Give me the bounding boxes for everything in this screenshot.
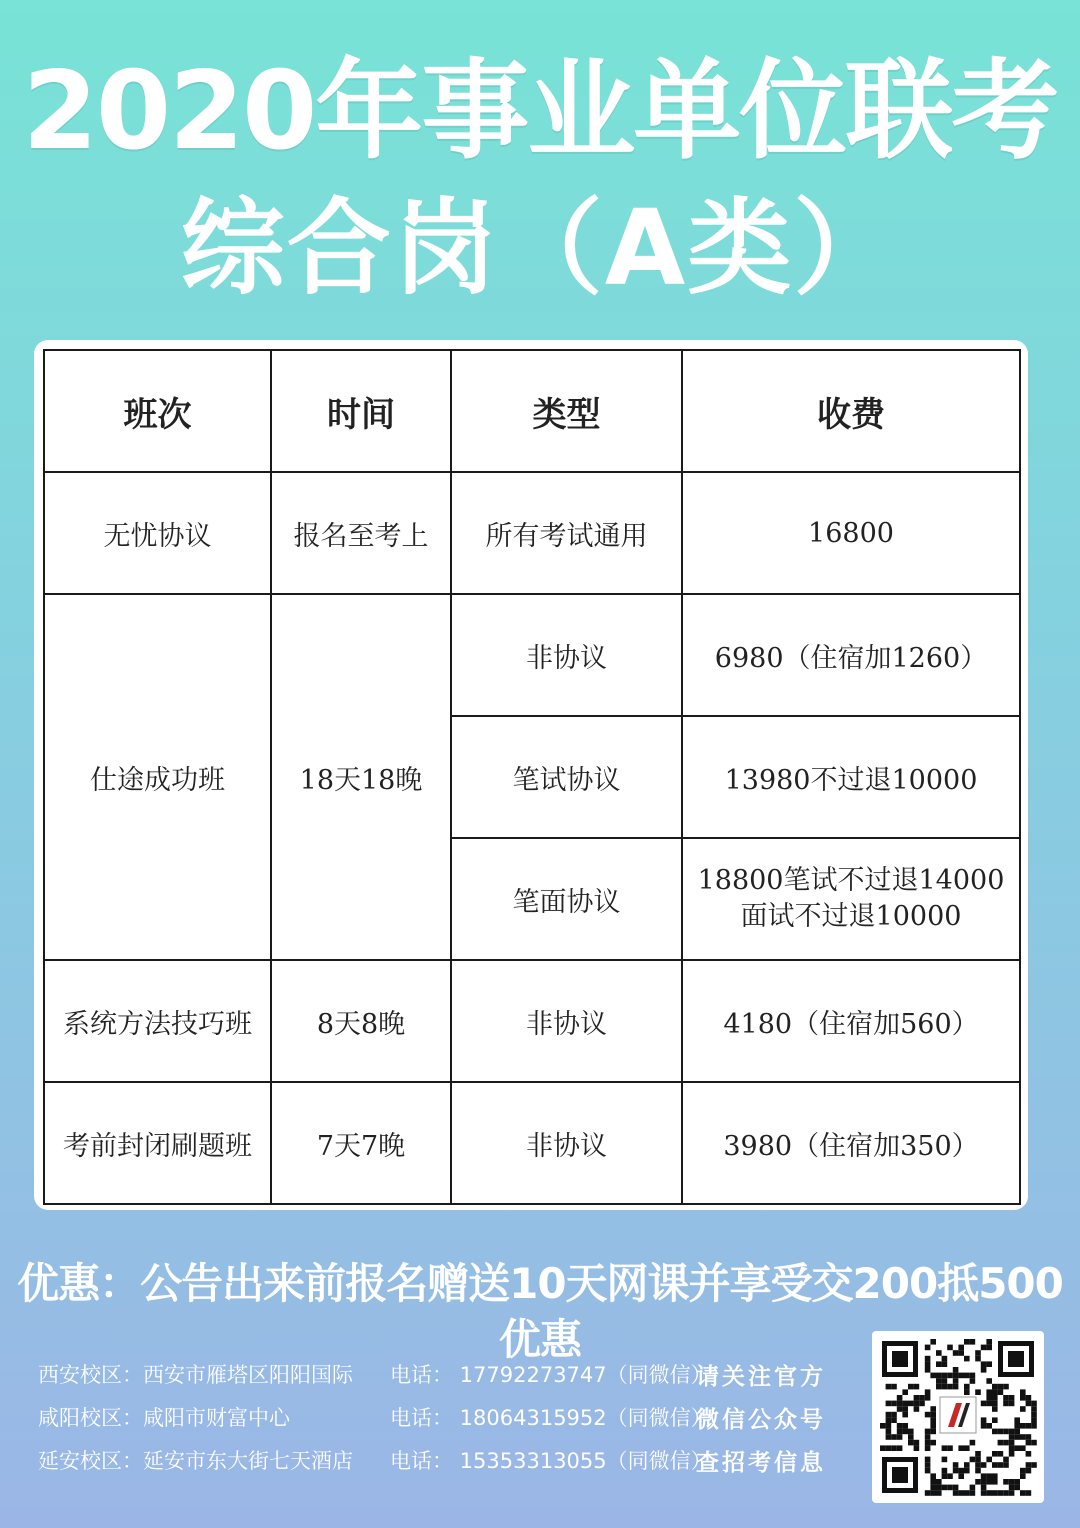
qr-module xyxy=(897,1401,903,1407)
qr-module xyxy=(975,1356,981,1362)
cell-time: 8天8晚 xyxy=(271,960,451,1082)
fee-line: 18800笔试不过退14000 xyxy=(697,865,1005,896)
cell-fee: 4180（住宿加560） xyxy=(682,960,1020,1082)
qr-module xyxy=(908,1401,914,1407)
qr-module xyxy=(1026,1451,1032,1457)
qr-module xyxy=(925,1345,931,1351)
qr-module xyxy=(986,1339,992,1345)
qr-module xyxy=(981,1485,987,1491)
qr-module xyxy=(914,1406,920,1412)
qr-module xyxy=(1026,1401,1032,1407)
cell-fee: 16800 xyxy=(682,472,1020,594)
fee-line: 面试不过退10000 xyxy=(740,901,962,932)
follow-line: 请关注官方 xyxy=(696,1364,826,1390)
qr-module xyxy=(975,1462,981,1468)
cell-class: 系统方法技巧班 xyxy=(44,960,271,1082)
qr-module xyxy=(930,1412,936,1418)
qr-module xyxy=(936,1361,942,1367)
qr-module xyxy=(936,1350,942,1356)
qr-module xyxy=(947,1485,953,1491)
qr-module xyxy=(942,1457,948,1463)
qr-module xyxy=(925,1445,931,1451)
qr-module xyxy=(947,1373,953,1379)
qr-module xyxy=(1031,1412,1037,1418)
qr-module xyxy=(925,1440,931,1446)
qr-module xyxy=(958,1490,964,1496)
qr-module xyxy=(1020,1473,1026,1479)
qr-module xyxy=(1003,1384,1009,1390)
qr-module xyxy=(964,1384,970,1390)
qr-module xyxy=(942,1485,948,1491)
qr-module xyxy=(902,1429,908,1435)
qr-module xyxy=(970,1339,976,1345)
qr-module xyxy=(981,1473,987,1479)
table-header-row xyxy=(44,350,1020,472)
qr-module xyxy=(925,1434,931,1440)
follow-line: 微信公众号 xyxy=(696,1407,826,1433)
cell-fee: 6980（住宿加1260） xyxy=(682,594,1020,716)
qr-module xyxy=(953,1350,959,1356)
qr-module xyxy=(936,1373,942,1379)
qr-module xyxy=(986,1345,992,1351)
qr-module xyxy=(897,1406,903,1412)
campus-xian: 西安校区：西安市雁塔区阳阳国际 xyxy=(38,1363,353,1387)
qr-module xyxy=(925,1356,931,1362)
qr-module xyxy=(897,1423,903,1429)
qr-module xyxy=(1003,1457,1009,1463)
qr-module xyxy=(886,1417,892,1423)
qr-module xyxy=(953,1462,959,1468)
qr-module xyxy=(986,1361,992,1367)
qr-module xyxy=(998,1440,1004,1446)
qr-module xyxy=(975,1468,981,1474)
qr-module xyxy=(1031,1440,1037,1446)
qr-module xyxy=(886,1445,892,1451)
qr-module xyxy=(1014,1417,1020,1423)
qr-module xyxy=(964,1389,970,1395)
qr-module xyxy=(992,1490,998,1496)
qr-module xyxy=(992,1384,998,1390)
qr-module xyxy=(891,1412,897,1418)
qr-module xyxy=(902,1389,908,1395)
qr-module xyxy=(1009,1485,1015,1491)
qr-module xyxy=(975,1350,981,1356)
qr-module xyxy=(891,1417,897,1423)
qr-module xyxy=(942,1356,948,1362)
qr-module xyxy=(897,1434,903,1440)
qr-module xyxy=(1009,1479,1015,1485)
qr-module xyxy=(964,1462,970,1468)
qr-module xyxy=(1026,1440,1032,1446)
qr-module xyxy=(964,1445,970,1451)
qr-module xyxy=(986,1401,992,1407)
qr-module xyxy=(981,1490,987,1496)
qr-module xyxy=(958,1445,964,1451)
main-title: 2020年事业单位联考 xyxy=(22,49,1058,174)
qr-module xyxy=(947,1345,953,1351)
qr-module xyxy=(908,1384,914,1390)
header-fee: 收费 xyxy=(682,350,1020,472)
qr-module xyxy=(1026,1395,1032,1401)
qr-module xyxy=(998,1429,1004,1435)
qr-module xyxy=(897,1445,903,1451)
qr-module xyxy=(919,1401,925,1407)
qr-module xyxy=(1009,1490,1015,1496)
qr-module xyxy=(942,1361,948,1367)
qr-module xyxy=(1031,1417,1037,1423)
qr-module xyxy=(930,1473,936,1479)
qr-module xyxy=(958,1345,964,1351)
phone-yanan: 电话： 15353313055（同微信） xyxy=(390,1449,712,1473)
qr-module xyxy=(970,1485,976,1491)
cell-fee: 13980不过退10000 xyxy=(682,716,1020,838)
qr-module xyxy=(1003,1462,1009,1468)
qr-module xyxy=(936,1384,942,1390)
qr-module xyxy=(992,1417,998,1423)
qr-module xyxy=(964,1490,970,1496)
qr-module xyxy=(970,1373,976,1379)
qr-module xyxy=(998,1384,1004,1390)
qr-module xyxy=(930,1339,936,1345)
qr-code[interactable] xyxy=(872,1331,1044,1503)
qr-module xyxy=(930,1417,936,1423)
qr-module xyxy=(925,1367,931,1373)
qr-module xyxy=(886,1429,892,1435)
qr-module xyxy=(953,1373,959,1379)
qr-module xyxy=(981,1479,987,1485)
qr-module xyxy=(1003,1395,1009,1401)
qr-module xyxy=(986,1389,992,1395)
cell-type: 笔面协议 xyxy=(451,838,682,960)
qr-module xyxy=(964,1356,970,1362)
qr-module xyxy=(958,1473,964,1479)
qr-module xyxy=(975,1389,981,1395)
qr-module xyxy=(1020,1423,1026,1429)
qr-module xyxy=(886,1412,892,1418)
qr-module xyxy=(992,1401,998,1407)
qr-module xyxy=(902,1406,908,1412)
qr-module xyxy=(942,1378,948,1384)
qr-module xyxy=(914,1401,920,1407)
qr-module xyxy=(992,1389,998,1395)
qr-module xyxy=(1026,1462,1032,1468)
qr-module xyxy=(942,1468,948,1474)
qr-module xyxy=(936,1485,942,1491)
qr-module xyxy=(925,1361,931,1367)
qr-module xyxy=(1020,1395,1026,1401)
cell-time: 报名至考上 xyxy=(271,472,451,594)
qr-module xyxy=(964,1373,970,1379)
qr-module xyxy=(953,1378,959,1384)
cell-type: 非协议 xyxy=(451,594,682,716)
follow-line: 查招考信息 xyxy=(696,1450,826,1476)
qr-code-icon xyxy=(872,1331,1044,1503)
qr-module xyxy=(925,1490,931,1496)
qr-module xyxy=(880,1423,886,1429)
qr-module xyxy=(925,1457,931,1463)
qr-module xyxy=(986,1395,992,1401)
cell-time: 7天7晚 xyxy=(271,1082,451,1204)
qr-module xyxy=(914,1384,920,1390)
qr-module xyxy=(925,1389,931,1395)
qr-module xyxy=(970,1378,976,1384)
qr-module xyxy=(947,1384,953,1390)
campus-yanan: 延安校区：延安市东大街七天酒店 xyxy=(38,1449,353,1473)
qr-module xyxy=(953,1485,959,1491)
qr-module xyxy=(975,1479,981,1485)
table-row xyxy=(44,472,1020,594)
qr-module xyxy=(1020,1468,1026,1474)
qr-module xyxy=(936,1490,942,1496)
qr-module xyxy=(992,1451,998,1457)
cell-fee xyxy=(682,838,1020,960)
qr-module xyxy=(886,1384,892,1390)
table-row xyxy=(44,1082,1020,1204)
header-class: 班次 xyxy=(44,350,271,472)
qr-module xyxy=(930,1485,936,1491)
qr-module xyxy=(930,1373,936,1379)
qr-module xyxy=(942,1373,948,1379)
promo-text: 优惠：公告出来前报名赠送10天网课并享受交200抵500优惠 xyxy=(17,1259,1063,1364)
qr-module xyxy=(930,1406,936,1412)
qr-module xyxy=(925,1429,931,1435)
qr-module xyxy=(981,1367,987,1373)
qr-module xyxy=(1031,1423,1037,1429)
qr-module xyxy=(902,1412,908,1418)
qr-module xyxy=(953,1367,959,1373)
qr-module xyxy=(953,1468,959,1474)
qr-module xyxy=(1020,1445,1026,1451)
qr-module xyxy=(964,1468,970,1474)
qr-module xyxy=(986,1457,992,1463)
qr-module xyxy=(1009,1395,1015,1401)
qr-module xyxy=(1031,1462,1037,1468)
cell-fee: 3980（住宿加350） xyxy=(682,1082,1020,1204)
qr-module xyxy=(1009,1445,1015,1451)
price-table xyxy=(43,349,1021,1205)
qr-module xyxy=(886,1423,892,1429)
qr-module xyxy=(998,1490,1004,1496)
qr-module xyxy=(1003,1490,1009,1496)
qr-module xyxy=(925,1462,931,1468)
qr-module xyxy=(986,1423,992,1429)
campus-xianyang: 咸阳校区：咸阳市财富中心 xyxy=(38,1406,290,1430)
qr-module xyxy=(947,1445,953,1451)
qr-module xyxy=(902,1401,908,1407)
qr-module xyxy=(981,1423,987,1429)
qr-module xyxy=(908,1434,914,1440)
qr-module xyxy=(914,1445,920,1451)
qr-module xyxy=(964,1339,970,1345)
qr-module xyxy=(891,1401,897,1407)
qr-module xyxy=(1014,1429,1020,1435)
qr-module xyxy=(958,1350,964,1356)
qr-module xyxy=(936,1479,942,1485)
qr-module xyxy=(1026,1468,1032,1474)
qr-module xyxy=(975,1451,981,1457)
qr-module xyxy=(930,1440,936,1446)
qr-module xyxy=(981,1361,987,1367)
qr-module xyxy=(930,1423,936,1429)
qr-module xyxy=(992,1473,998,1479)
qr-module xyxy=(1003,1440,1009,1446)
qr-module xyxy=(981,1462,987,1468)
qr-module xyxy=(936,1378,942,1384)
qr-module xyxy=(930,1429,936,1435)
qr-module xyxy=(992,1429,998,1435)
qr-module xyxy=(1026,1423,1032,1429)
qr-module xyxy=(891,1434,897,1440)
cell-type: 所有考试通用 xyxy=(451,472,682,594)
qr-module xyxy=(1014,1434,1020,1440)
qr-module xyxy=(1009,1440,1015,1446)
qr-module xyxy=(981,1345,987,1351)
qr-module xyxy=(1020,1490,1026,1496)
qr-module xyxy=(897,1395,903,1401)
qr-module xyxy=(992,1479,998,1485)
qr-module xyxy=(1026,1434,1032,1440)
qr-module xyxy=(998,1462,1004,1468)
qr-module xyxy=(958,1373,964,1379)
qr-module xyxy=(975,1457,981,1463)
qr-module xyxy=(998,1389,1004,1395)
qr-module xyxy=(930,1479,936,1485)
phone-xian: 电话： 17792273747（同微信） xyxy=(390,1363,712,1387)
qr-module xyxy=(942,1384,948,1390)
qr-module xyxy=(914,1440,920,1446)
qr-module xyxy=(970,1457,976,1463)
qr-module xyxy=(998,1451,1004,1457)
table-row xyxy=(44,960,1020,1082)
cell-type: 非协议 xyxy=(451,1082,682,1204)
qr-module xyxy=(925,1395,931,1401)
qr-module xyxy=(947,1473,953,1479)
qr-module xyxy=(908,1440,914,1446)
qr-module xyxy=(886,1401,892,1407)
qr-module xyxy=(970,1490,976,1496)
qr-module xyxy=(986,1490,992,1496)
qr-module xyxy=(986,1378,992,1384)
cell-class: 仕途成功班 xyxy=(44,594,271,960)
qr-module xyxy=(981,1401,987,1407)
qr-module xyxy=(942,1445,948,1451)
qr-module xyxy=(1014,1445,1020,1451)
qr-module xyxy=(897,1429,903,1435)
qr-module xyxy=(953,1384,959,1390)
cell-time: 18天18晚 xyxy=(271,594,451,960)
table-row xyxy=(44,594,1020,716)
header-time: 时间 xyxy=(271,350,451,472)
qr-module xyxy=(1003,1479,1009,1485)
cell-class: 无忧协议 xyxy=(44,472,271,594)
qr-module xyxy=(925,1468,931,1474)
qr-module xyxy=(880,1445,886,1451)
qr-module xyxy=(1014,1485,1020,1491)
cell-type: 非协议 xyxy=(451,960,682,1082)
qr-module xyxy=(914,1395,920,1401)
qr-module xyxy=(986,1479,992,1485)
phone-xianyang: 电话： 18064315952（同微信） xyxy=(390,1406,712,1430)
qr-module xyxy=(902,1423,908,1429)
qr-module xyxy=(1020,1389,1026,1395)
qr-module xyxy=(942,1473,948,1479)
qr-module xyxy=(919,1395,925,1401)
qr-module xyxy=(1003,1401,1009,1407)
qr-module xyxy=(891,1445,897,1451)
qr-module xyxy=(1003,1429,1009,1435)
header-type: 类型 xyxy=(451,350,682,472)
qr-module xyxy=(981,1417,987,1423)
qr-module xyxy=(891,1384,897,1390)
qr-module xyxy=(886,1434,892,1440)
cell-class: 考前封闭刷题班 xyxy=(44,1082,271,1204)
qr-module xyxy=(925,1412,931,1418)
qr-module xyxy=(1014,1423,1020,1429)
qr-module xyxy=(958,1468,964,1474)
qr-module xyxy=(992,1462,998,1468)
qr-module xyxy=(930,1490,936,1496)
qr-module xyxy=(1009,1451,1015,1457)
qr-module xyxy=(992,1406,998,1412)
qr-module xyxy=(1031,1401,1037,1407)
qr-module xyxy=(1009,1429,1015,1435)
cell-type: 笔试协议 xyxy=(451,716,682,838)
qr-module xyxy=(1031,1406,1037,1412)
qr-module xyxy=(992,1395,998,1401)
sub-title: 综合岗（A类） xyxy=(180,187,900,309)
qr-module xyxy=(970,1440,976,1446)
qr-module xyxy=(1020,1434,1026,1440)
qr-module xyxy=(1009,1401,1015,1407)
qr-module xyxy=(908,1429,914,1435)
qr-module xyxy=(953,1490,959,1496)
qr-module xyxy=(1020,1406,1026,1412)
qr-module xyxy=(986,1473,992,1479)
qr-module xyxy=(1009,1434,1015,1440)
qr-module xyxy=(1026,1490,1032,1496)
qr-module xyxy=(1014,1479,1020,1485)
